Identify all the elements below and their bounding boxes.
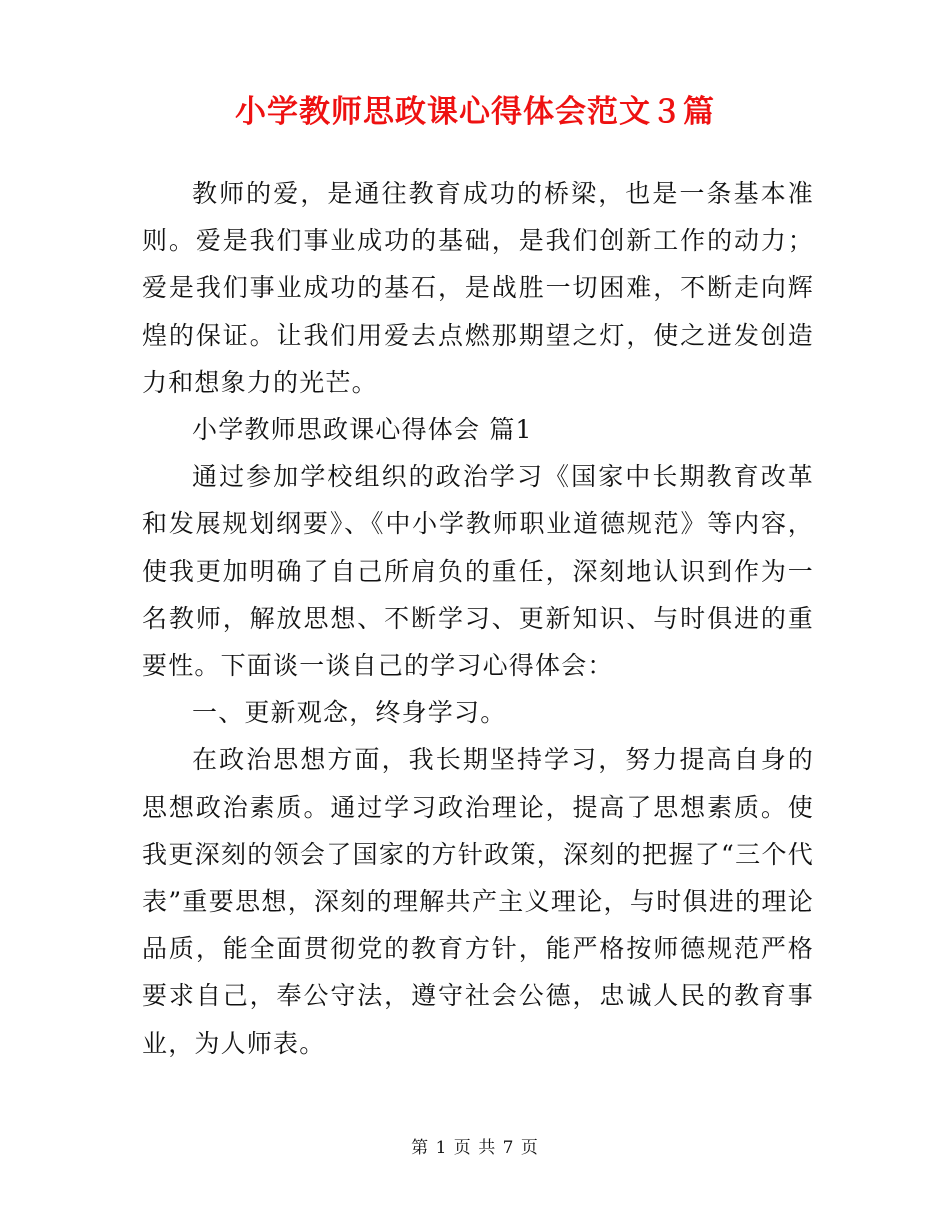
page-number-footer	[0, 1133, 950, 1158]
document-body	[142, 170, 814, 1067]
subsection-heading: 一、更新观念，终身学习。	[192, 698, 507, 728]
current-page-number: 1	[435, 1138, 448, 1158]
footer-middle: 页 共	[453, 1138, 497, 1158]
document-title: 小学教师思政课心得体会范文３篇	[235, 94, 715, 130]
paragraph-study: 通过参加学校组织的政治学习《国家中长期教育改革和发展规划纲要》、《中小学教师职业道德规范》等内容，使我更加明确了自己所肩负的重任，深刻地认识到作为一名教师，解放思想、不断学习、更新知识、与时俱进的重要性。下面谈一谈自己的学习心得体会：	[142, 462, 814, 681]
footer-prefix: 第	[411, 1138, 430, 1158]
total-page-count: 7	[502, 1138, 515, 1158]
footer-suffix: 页	[520, 1138, 539, 1158]
section-heading: 小学教师思政课心得体会 篇1	[192, 415, 533, 445]
paragraph-politics: 在政治思想方面，我长期坚持学习，努力提高自身的思想政治素质。通过学习政治理论，提高了思想素质。使我更深刻的领会了国家的方针政策，深刻的把握了“三个代表”重要思想，深刻的理解共产主义理论，与时俱进的理论品质，能全面贯彻党的教育方针，能严格按师德规范严格要求自己，奉公守法，遵守社会公德，忠诚人民的教育事业，为人师表。	[142, 745, 814, 1058]
paragraph-intro: 教师的爱，是通往教育成功的桥梁，也是一条基本准则。爱是我们事业成功的基础，是我们创新工作的动力；爱是我们事业成功的基石，是战胜一切困难，不断走向辉煌的保证。让我们用爱去点燃那期望之灯，使之迸发创造力和想象力的光芒。	[142, 179, 814, 397]
